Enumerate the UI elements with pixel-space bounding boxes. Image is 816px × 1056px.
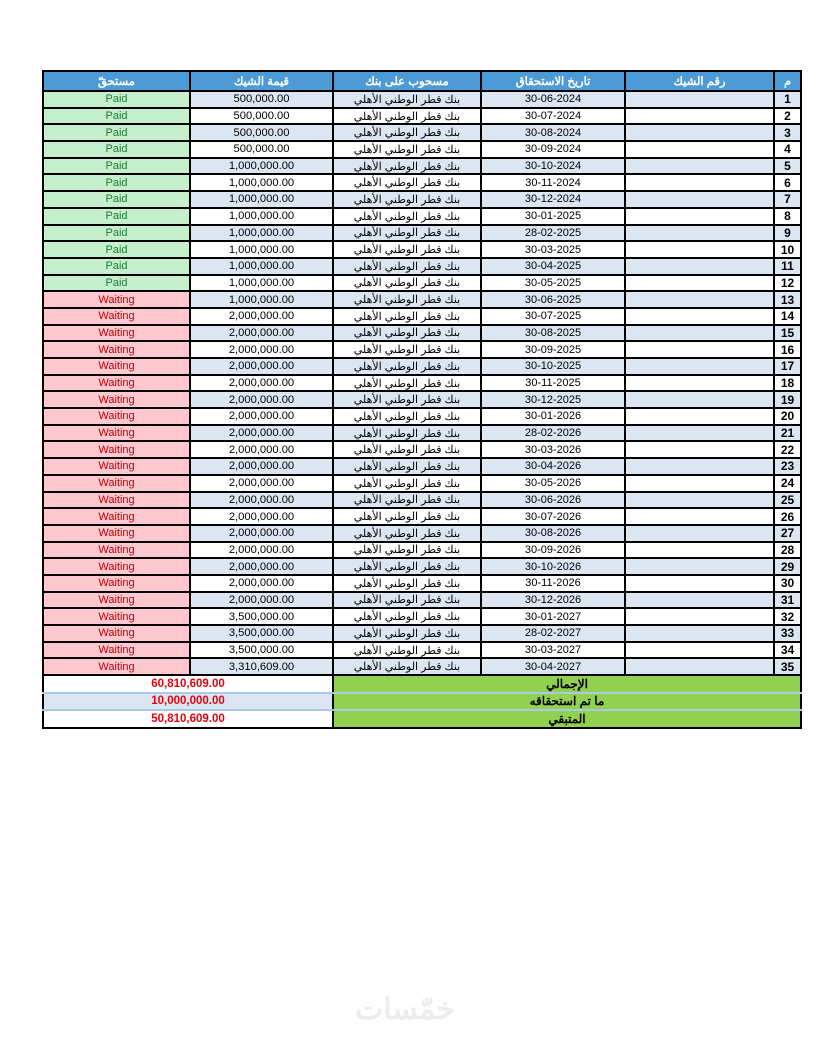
row-index-cell: 34: [774, 642, 801, 659]
table-row: [43, 308, 801, 325]
status-cell: Waiting: [43, 558, 190, 575]
table-row: [43, 191, 801, 208]
row-index-cell: 13: [774, 291, 801, 308]
table-row: [43, 492, 801, 509]
status-cell: Waiting: [43, 625, 190, 642]
due-date-cell: 30-12-2024: [481, 191, 625, 208]
amount-cell: 500,000.00: [190, 124, 333, 141]
check-number-cell: [625, 625, 774, 642]
status-cell: Waiting: [43, 658, 190, 675]
check-number-cell: [625, 291, 774, 308]
row-index-cell: 15: [774, 325, 801, 342]
check-number-cell: [625, 391, 774, 408]
bank-cell: بنك قطر الوطني الأهلي: [333, 592, 481, 609]
status-cell: Paid: [43, 191, 190, 208]
due-date-cell: 30-06-2025: [481, 291, 625, 308]
check-number-cell: [625, 575, 774, 592]
row-index-cell: 8: [774, 208, 801, 225]
bank-cell: بنك قطر الوطني الأهلي: [333, 542, 481, 559]
due-date-cell: 30-07-2026: [481, 508, 625, 525]
row-index-cell: 19: [774, 391, 801, 408]
check-number-cell: [625, 375, 774, 392]
checks-table: [42, 70, 802, 676]
summary-value-cell: 50,810,609.00: [43, 710, 333, 728]
due-date-cell: 30-07-2025: [481, 308, 625, 325]
check-number-cell: [625, 458, 774, 475]
bank-cell: بنك قطر الوطني الأهلي: [333, 191, 481, 208]
table-row: [43, 558, 801, 575]
due-date-cell: 30-10-2025: [481, 358, 625, 375]
bank-cell: بنك قطر الوطني الأهلي: [333, 124, 481, 141]
amount-cell: 2,000,000.00: [190, 358, 333, 375]
status-cell: Paid: [43, 124, 190, 141]
status-cell: Waiting: [43, 425, 190, 442]
amount-cell: 1,000,000.00: [190, 291, 333, 308]
bank-cell: بنك قطر الوطني الأهلي: [333, 642, 481, 659]
due-date-cell: 30-11-2024: [481, 174, 625, 191]
table-row: [43, 358, 801, 375]
status-cell: Waiting: [43, 592, 190, 609]
table-row: [43, 241, 801, 258]
table-row: [43, 141, 801, 158]
row-index-cell: 9: [774, 225, 801, 242]
bank-cell: بنك قطر الوطني الأهلي: [333, 408, 481, 425]
column-header-amount: قيمة الشيك: [190, 71, 333, 91]
check-number-cell: [625, 492, 774, 509]
bank-cell: بنك قطر الوطني الأهلي: [333, 492, 481, 509]
status-cell: Waiting: [43, 358, 190, 375]
summary-body: [43, 675, 801, 728]
due-date-cell: 30-08-2026: [481, 525, 625, 542]
status-cell: Paid: [43, 258, 190, 275]
amount-cell: 2,000,000.00: [190, 325, 333, 342]
due-date-cell: 30-09-2024: [481, 141, 625, 158]
row-index-cell: 5: [774, 158, 801, 175]
check-number-cell: [625, 174, 774, 191]
due-date-cell: 30-03-2027: [481, 642, 625, 659]
amount-cell: 1,000,000.00: [190, 158, 333, 175]
bank-cell: بنك قطر الوطني الأهلي: [333, 575, 481, 592]
due-date-cell: 30-08-2025: [481, 325, 625, 342]
column-header-index: م: [774, 71, 801, 91]
bank-cell: بنك قطر الوطني الأهلي: [333, 141, 481, 158]
amount-cell: 2,000,000.00: [190, 441, 333, 458]
row-index-cell: 10: [774, 241, 801, 258]
table-row: [43, 208, 801, 225]
row-index-cell: 25: [774, 492, 801, 509]
status-cell: Waiting: [43, 308, 190, 325]
amount-cell: 2,000,000.00: [190, 542, 333, 559]
row-index-cell: 20: [774, 408, 801, 425]
amount-cell: 3,310,609.00: [190, 658, 333, 675]
amount-cell: 1,000,000.00: [190, 258, 333, 275]
row-index-cell: 28: [774, 542, 801, 559]
bank-cell: بنك قطر الوطني الأهلي: [333, 625, 481, 642]
status-cell: Paid: [43, 208, 190, 225]
amount-cell: 1,000,000.00: [190, 225, 333, 242]
status-cell: Waiting: [43, 458, 190, 475]
due-date-cell: 28-02-2027: [481, 625, 625, 642]
due-date-cell: 28-02-2025: [481, 225, 625, 242]
table-row: [43, 592, 801, 609]
summary-row: [43, 675, 801, 693]
row-index-cell: 35: [774, 658, 801, 675]
status-cell: Waiting: [43, 542, 190, 559]
table-row: [43, 291, 801, 308]
amount-cell: 2,000,000.00: [190, 475, 333, 492]
check-number-cell: [625, 124, 774, 141]
table-row: [43, 425, 801, 442]
summary-table: [42, 674, 802, 729]
due-date-cell: 30-06-2024: [481, 91, 625, 108]
check-number-cell: [625, 542, 774, 559]
amount-cell: 2,000,000.00: [190, 458, 333, 475]
check-number-cell: [625, 441, 774, 458]
due-date-cell: 30-07-2024: [481, 108, 625, 125]
status-cell: Paid: [43, 91, 190, 108]
summary-row: [43, 693, 801, 711]
amount-cell: 2,000,000.00: [190, 341, 333, 358]
check-number-cell: [625, 558, 774, 575]
status-cell: Waiting: [43, 291, 190, 308]
status-cell: Paid: [43, 225, 190, 242]
row-index-cell: 14: [774, 308, 801, 325]
bank-cell: بنك قطر الوطني الأهلي: [333, 241, 481, 258]
check-number-cell: [625, 475, 774, 492]
summary-row: [43, 710, 801, 728]
check-number-cell: [625, 341, 774, 358]
summary-label-cell: المتبقي: [333, 710, 801, 728]
amount-cell: 1,000,000.00: [190, 241, 333, 258]
table-row: [43, 408, 801, 425]
bank-cell: بنك قطر الوطني الأهلي: [333, 308, 481, 325]
status-cell: Waiting: [43, 642, 190, 659]
checks-schedule-sheet: [42, 70, 800, 729]
bank-cell: بنك قطر الوطني الأهلي: [333, 358, 481, 375]
bank-cell: بنك قطر الوطني الأهلي: [333, 275, 481, 292]
status-cell: Paid: [43, 141, 190, 158]
due-date-cell: 30-09-2026: [481, 542, 625, 559]
status-cell: Waiting: [43, 608, 190, 625]
row-index-cell: 23: [774, 458, 801, 475]
check-number-cell: [625, 642, 774, 659]
status-cell: Waiting: [43, 341, 190, 358]
row-index-cell: 7: [774, 191, 801, 208]
row-index-cell: 22: [774, 441, 801, 458]
row-index-cell: 26: [774, 508, 801, 525]
due-date-cell: 30-08-2024: [481, 124, 625, 141]
bank-cell: بنك قطر الوطني الأهلي: [333, 158, 481, 175]
bank-cell: بنك قطر الوطني الأهلي: [333, 225, 481, 242]
due-date-cell: 30-01-2026: [481, 408, 625, 425]
check-number-cell: [625, 658, 774, 675]
table-row: [43, 124, 801, 141]
check-number-cell: [625, 308, 774, 325]
amount-cell: 2,000,000.00: [190, 425, 333, 442]
row-index-cell: 24: [774, 475, 801, 492]
amount-cell: 500,000.00: [190, 141, 333, 158]
table-row: [43, 325, 801, 342]
due-date-cell: 30-11-2025: [481, 375, 625, 392]
due-date-cell: 30-11-2026: [481, 575, 625, 592]
row-index-cell: 12: [774, 275, 801, 292]
bank-cell: بنك قطر الوطني الأهلي: [333, 108, 481, 125]
amount-cell: 1,000,000.00: [190, 208, 333, 225]
bank-cell: بنك قطر الوطني الأهلي: [333, 475, 481, 492]
due-date-cell: 30-04-2027: [481, 658, 625, 675]
row-index-cell: 18: [774, 375, 801, 392]
row-index-cell: 33: [774, 625, 801, 642]
table-row: [43, 391, 801, 408]
row-index-cell: 4: [774, 141, 801, 158]
table-row: [43, 441, 801, 458]
status-cell: Paid: [43, 108, 190, 125]
row-index-cell: 27: [774, 525, 801, 542]
table-row: [43, 91, 801, 108]
status-cell: Waiting: [43, 375, 190, 392]
summary-label-cell: ما تم استحقاقه: [333, 693, 801, 711]
row-index-cell: 6: [774, 174, 801, 191]
bank-cell: بنك قطر الوطني الأهلي: [333, 258, 481, 275]
bank-cell: بنك قطر الوطني الأهلي: [333, 608, 481, 625]
due-date-cell: 30-04-2026: [481, 458, 625, 475]
row-index-cell: 1: [774, 91, 801, 108]
amount-cell: 2,000,000.00: [190, 308, 333, 325]
table-row: [43, 658, 801, 675]
summary-value-cell: 10,000,000.00: [43, 693, 333, 711]
amount-cell: 3,500,000.00: [190, 625, 333, 642]
check-number-cell: [625, 275, 774, 292]
table-body: [43, 91, 801, 675]
amount-cell: 1,000,000.00: [190, 174, 333, 191]
status-cell: Waiting: [43, 391, 190, 408]
due-date-cell: 30-03-2025: [481, 241, 625, 258]
amount-cell: 3,500,000.00: [190, 608, 333, 625]
check-number-cell: [625, 425, 774, 442]
amount-cell: 1,000,000.00: [190, 191, 333, 208]
table-row: [43, 542, 801, 559]
amount-cell: 500,000.00: [190, 108, 333, 125]
table-row: [43, 258, 801, 275]
table-row: [43, 575, 801, 592]
bank-cell: بنك قطر الوطني الأهلي: [333, 291, 481, 308]
due-date-cell: 30-12-2026: [481, 592, 625, 609]
bank-cell: بنك قطر الوطني الأهلي: [333, 341, 481, 358]
status-cell: Waiting: [43, 475, 190, 492]
status-cell: Paid: [43, 158, 190, 175]
check-number-cell: [625, 191, 774, 208]
check-number-cell: [625, 525, 774, 542]
table-row: [43, 608, 801, 625]
row-index-cell: 21: [774, 425, 801, 442]
due-date-cell: 30-10-2024: [481, 158, 625, 175]
status-cell: Paid: [43, 275, 190, 292]
due-date-cell: 30-09-2025: [481, 341, 625, 358]
amount-cell: 1,000,000.00: [190, 275, 333, 292]
table-row: [43, 275, 801, 292]
row-index-cell: 11: [774, 258, 801, 275]
check-number-cell: [625, 325, 774, 342]
due-date-cell: 30-04-2025: [481, 258, 625, 275]
row-index-cell: 16: [774, 341, 801, 358]
row-index-cell: 2: [774, 108, 801, 125]
table-header-row: [43, 71, 801, 91]
check-number-cell: [625, 241, 774, 258]
bank-cell: بنك قطر الوطني الأهلي: [333, 558, 481, 575]
bank-cell: بنك قطر الوطني الأهلي: [333, 208, 481, 225]
due-date-cell: 30-12-2025: [481, 391, 625, 408]
due-date-cell: 30-01-2025: [481, 208, 625, 225]
bank-cell: بنك قطر الوطني الأهلي: [333, 508, 481, 525]
row-index-cell: 31: [774, 592, 801, 609]
amount-cell: 2,000,000.00: [190, 492, 333, 509]
check-number-cell: [625, 358, 774, 375]
table-row: [43, 625, 801, 642]
check-number-cell: [625, 258, 774, 275]
bank-cell: بنك قطر الوطني الأهلي: [333, 391, 481, 408]
check-number-cell: [625, 91, 774, 108]
check-number-cell: [625, 608, 774, 625]
check-number-cell: [625, 508, 774, 525]
status-cell: Waiting: [43, 325, 190, 342]
khamsat-watermark: خمّسات: [354, 993, 456, 1026]
due-date-cell: 30-10-2026: [481, 558, 625, 575]
amount-cell: 2,000,000.00: [190, 375, 333, 392]
summary-value-cell: 60,810,609.00: [43, 675, 333, 693]
check-number-cell: [625, 208, 774, 225]
due-date-cell: 30-01-2027: [481, 608, 625, 625]
row-index-cell: 3: [774, 124, 801, 141]
check-number-cell: [625, 592, 774, 609]
check-number-cell: [625, 141, 774, 158]
status-cell: Waiting: [43, 575, 190, 592]
status-cell: Paid: [43, 174, 190, 191]
check-number-cell: [625, 108, 774, 125]
summary-label-cell: الإجمالي: [333, 675, 801, 693]
check-number-cell: [625, 408, 774, 425]
amount-cell: 2,000,000.00: [190, 558, 333, 575]
status-cell: Waiting: [43, 408, 190, 425]
column-header-check-number: رقم الشيك: [625, 71, 774, 91]
check-number-cell: [625, 158, 774, 175]
table-row: [43, 158, 801, 175]
column-header-bank: مسحوب على بنك: [333, 71, 481, 91]
status-cell: Waiting: [43, 441, 190, 458]
status-cell: Waiting: [43, 508, 190, 525]
amount-cell: 2,000,000.00: [190, 408, 333, 425]
table-row: [43, 475, 801, 492]
table-row: [43, 525, 801, 542]
due-date-cell: 30-05-2026: [481, 475, 625, 492]
due-date-cell: 30-03-2026: [481, 441, 625, 458]
amount-cell: 500,000.00: [190, 91, 333, 108]
bank-cell: بنك قطر الوطني الأهلي: [333, 91, 481, 108]
status-cell: Paid: [43, 241, 190, 258]
bank-cell: بنك قطر الوطني الأهلي: [333, 375, 481, 392]
row-index-cell: 32: [774, 608, 801, 625]
table-row: [43, 108, 801, 125]
column-header-due-date: تاريخ الاستحقاق: [481, 71, 625, 91]
amount-cell: 2,000,000.00: [190, 391, 333, 408]
bank-cell: بنك قطر الوطني الأهلي: [333, 525, 481, 542]
status-cell: Waiting: [43, 525, 190, 542]
bank-cell: بنك قطر الوطني الأهلي: [333, 458, 481, 475]
due-date-cell: 30-05-2025: [481, 275, 625, 292]
check-number-cell: [625, 225, 774, 242]
bank-cell: بنك قطر الوطني الأهلي: [333, 174, 481, 191]
amount-cell: 3,500,000.00: [190, 642, 333, 659]
bank-cell: بنك قطر الوطني الأهلي: [333, 325, 481, 342]
amount-cell: 2,000,000.00: [190, 592, 333, 609]
table-row: [43, 341, 801, 358]
amount-cell: 2,000,000.00: [190, 508, 333, 525]
status-cell: Waiting: [43, 492, 190, 509]
row-index-cell: 17: [774, 358, 801, 375]
table-row: [43, 458, 801, 475]
due-date-cell: 28-02-2026: [481, 425, 625, 442]
amount-cell: 2,000,000.00: [190, 575, 333, 592]
amount-cell: 2,000,000.00: [190, 525, 333, 542]
table-row: [43, 225, 801, 242]
table-row: [43, 508, 801, 525]
bank-cell: بنك قطر الوطني الأهلي: [333, 425, 481, 442]
column-header-status: مستحقّ: [43, 71, 190, 91]
due-date-cell: 30-06-2026: [481, 492, 625, 509]
table-row: [43, 375, 801, 392]
row-index-cell: 30: [774, 575, 801, 592]
row-index-cell: 29: [774, 558, 801, 575]
table-row: [43, 174, 801, 191]
bank-cell: بنك قطر الوطني الأهلي: [333, 658, 481, 675]
bank-cell: بنك قطر الوطني الأهلي: [333, 441, 481, 458]
table-row: [43, 642, 801, 659]
